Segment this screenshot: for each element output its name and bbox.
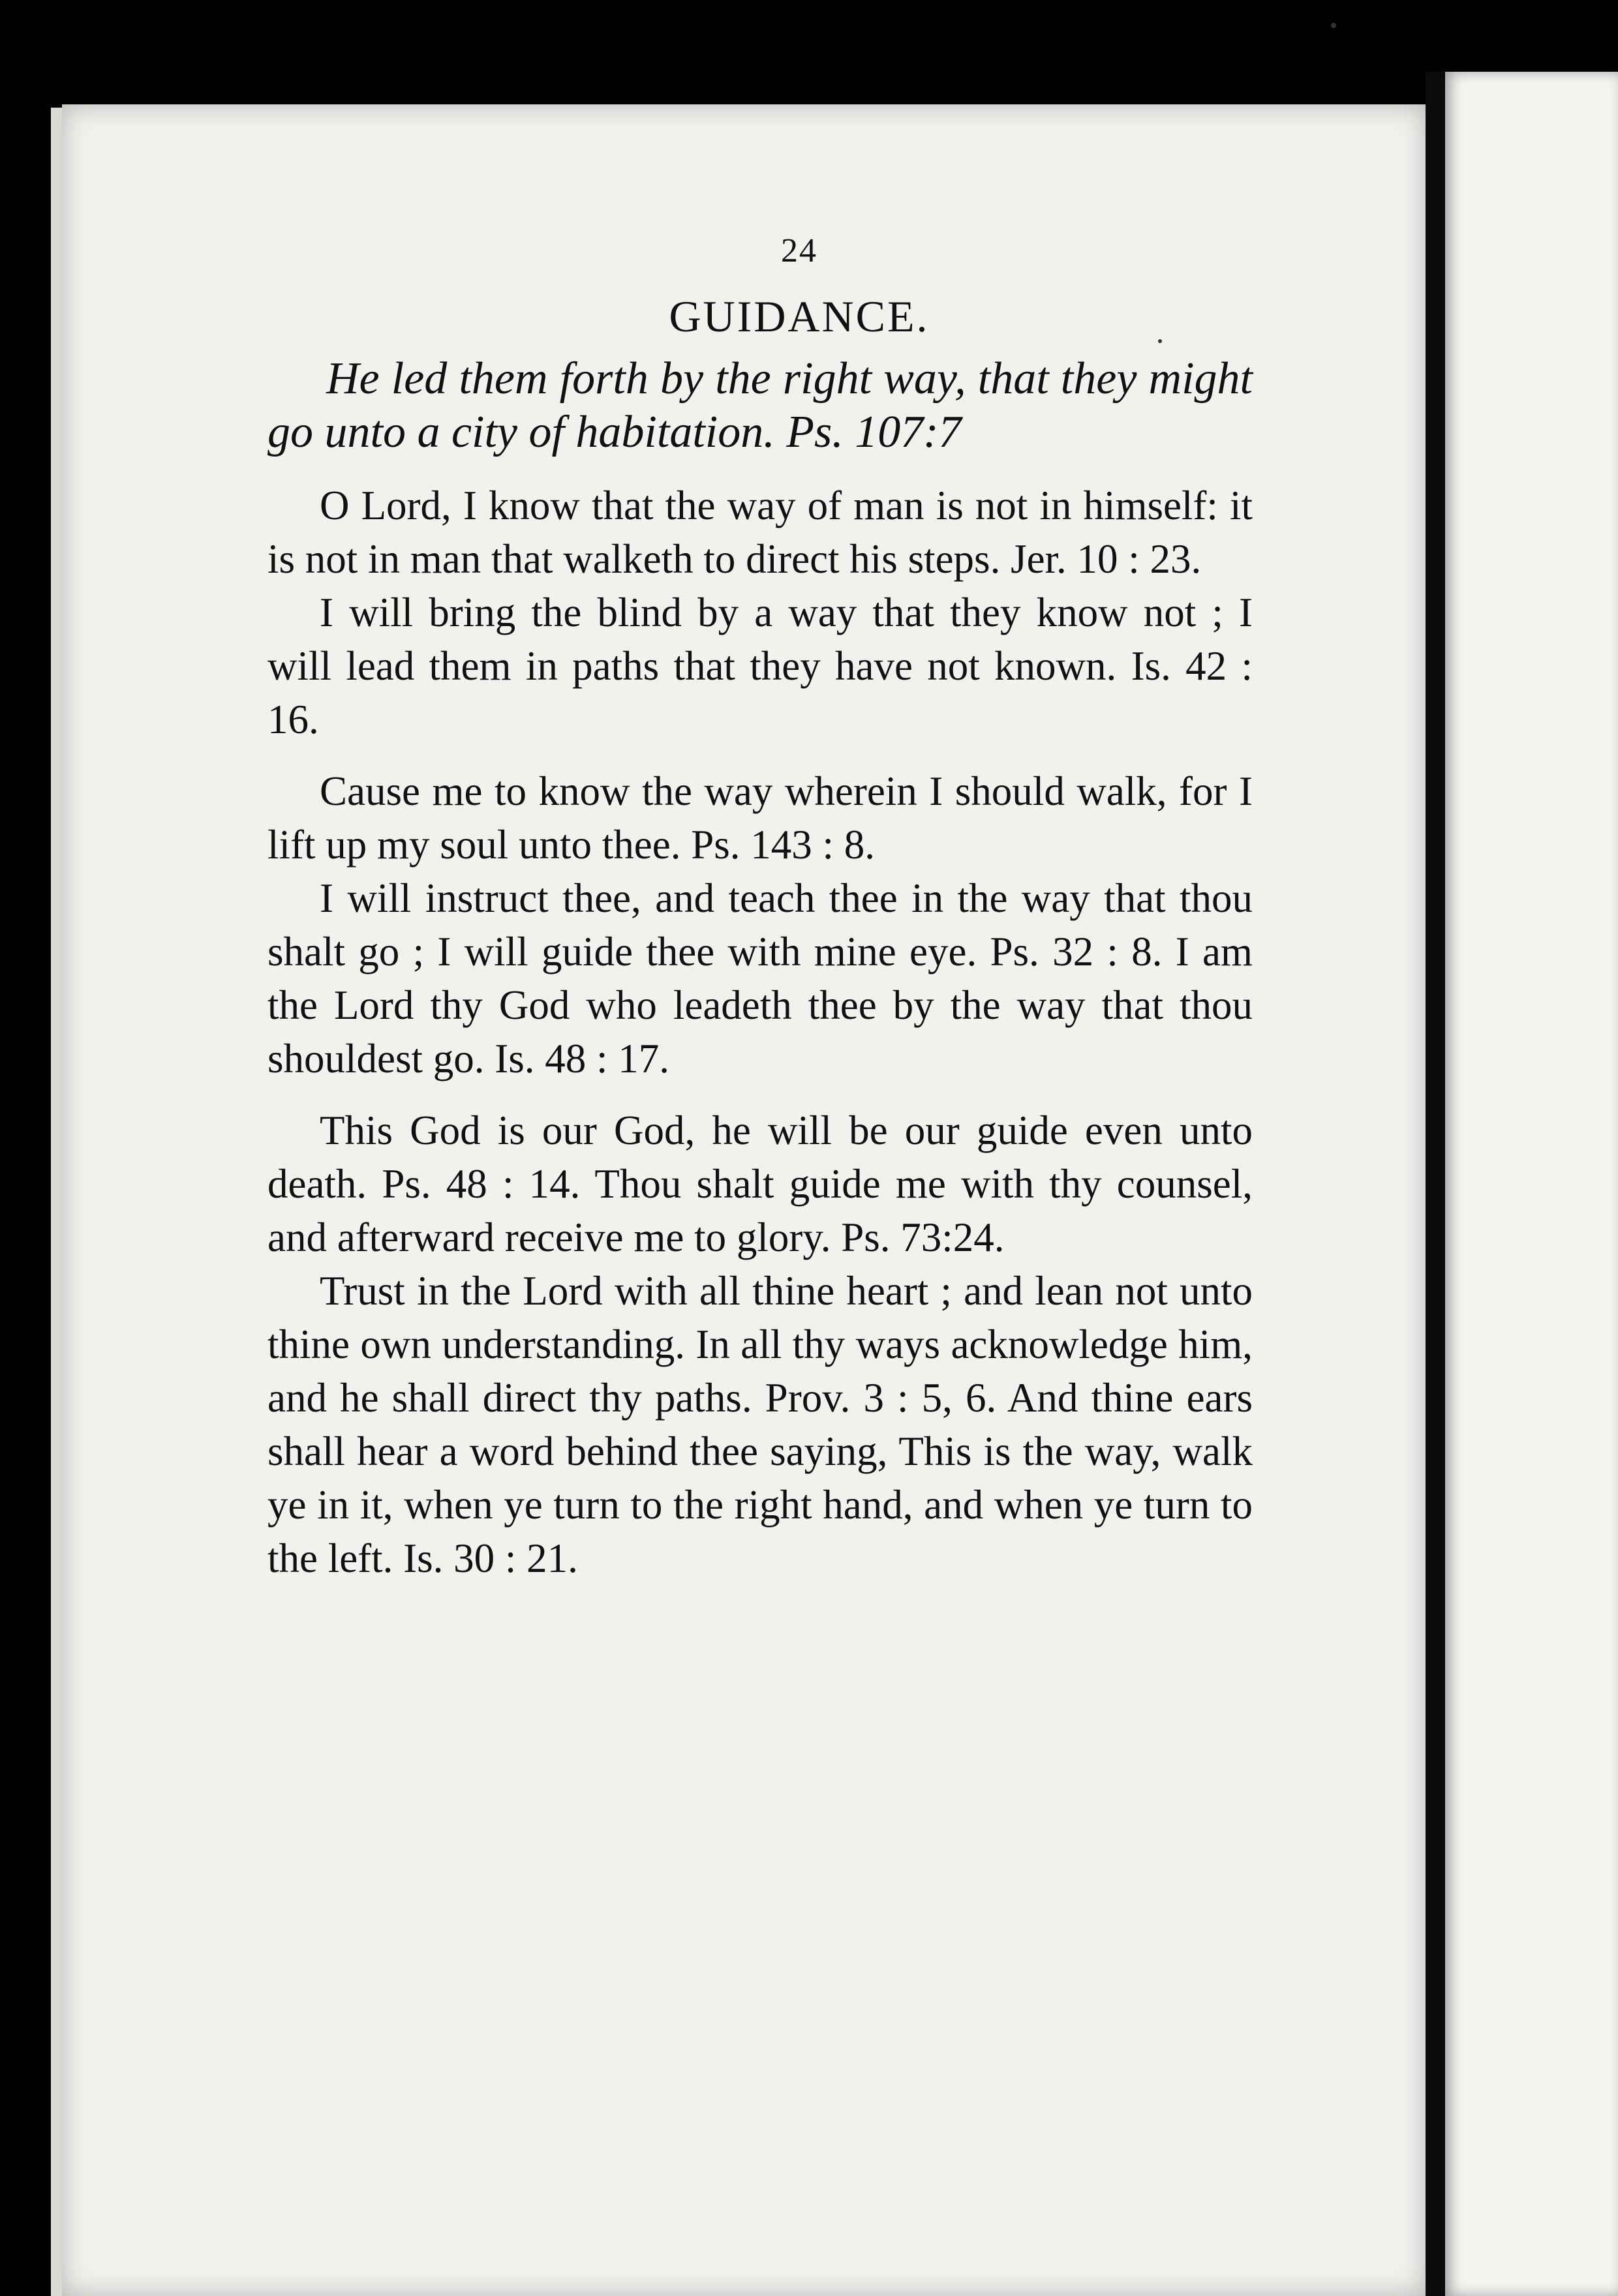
scripture-paragraph: I will instruct thee, and teach thee in the way that thou shalt go ; I will guide thee with mine eye. Ps. 32 : 8. I am the Lord thy God who leadeth thee by the way that thou shouldest go. Is. 48 : 17.	[267, 875, 1253, 1081]
page-edge	[51, 108, 63, 2296]
dust-speck	[1331, 23, 1336, 28]
scripture-paragraph: This God is our God, he will be our guide even unto death. Ps. 48 : 14. Thou shalt guide me with thy counsel, and afterward receive me to glory. Ps. 73:24.	[267, 1108, 1253, 1260]
page-text	[267, 222, 1253, 1585]
scripture-paragraph: O Lord, I know that the way of man is not in himself: it is not in man that walketh to direct his steps. Jer. 10 : 23.	[267, 483, 1253, 582]
section-heading: GUIDANCE.	[669, 292, 930, 341]
page-number: 24	[781, 232, 817, 269]
scripture-paragraph: Trust in the Lord with all thine heart ; and lean not unto thine own understanding. In all thy ways acknowledge him, and he shall direct thy paths. Prov. 3 : 5, 6. And thine ears shall hear a word behind thee saying, This is the way, walk ye in it, when ye turn to the right hand, and when ye turn to the left. Is. 30 : 21.	[267, 1268, 1253, 1581]
book-gutter	[1426, 72, 1445, 2296]
right-page-edge	[1445, 72, 1618, 2296]
scripture-paragraph: Cause me to know the way wherein I should walk, for I lift up my soul unto thee. Ps. 143 : 8.	[267, 768, 1253, 868]
epigraph-verse: He led them forth by the right way, that they might go unto a city of habitation. Ps. 107:7	[267, 354, 1253, 457]
scripture-paragraph: I will bring the blind by a way that they know not ; I will lead them in paths that they have not known. Is. 42 : 16.	[267, 590, 1253, 742]
